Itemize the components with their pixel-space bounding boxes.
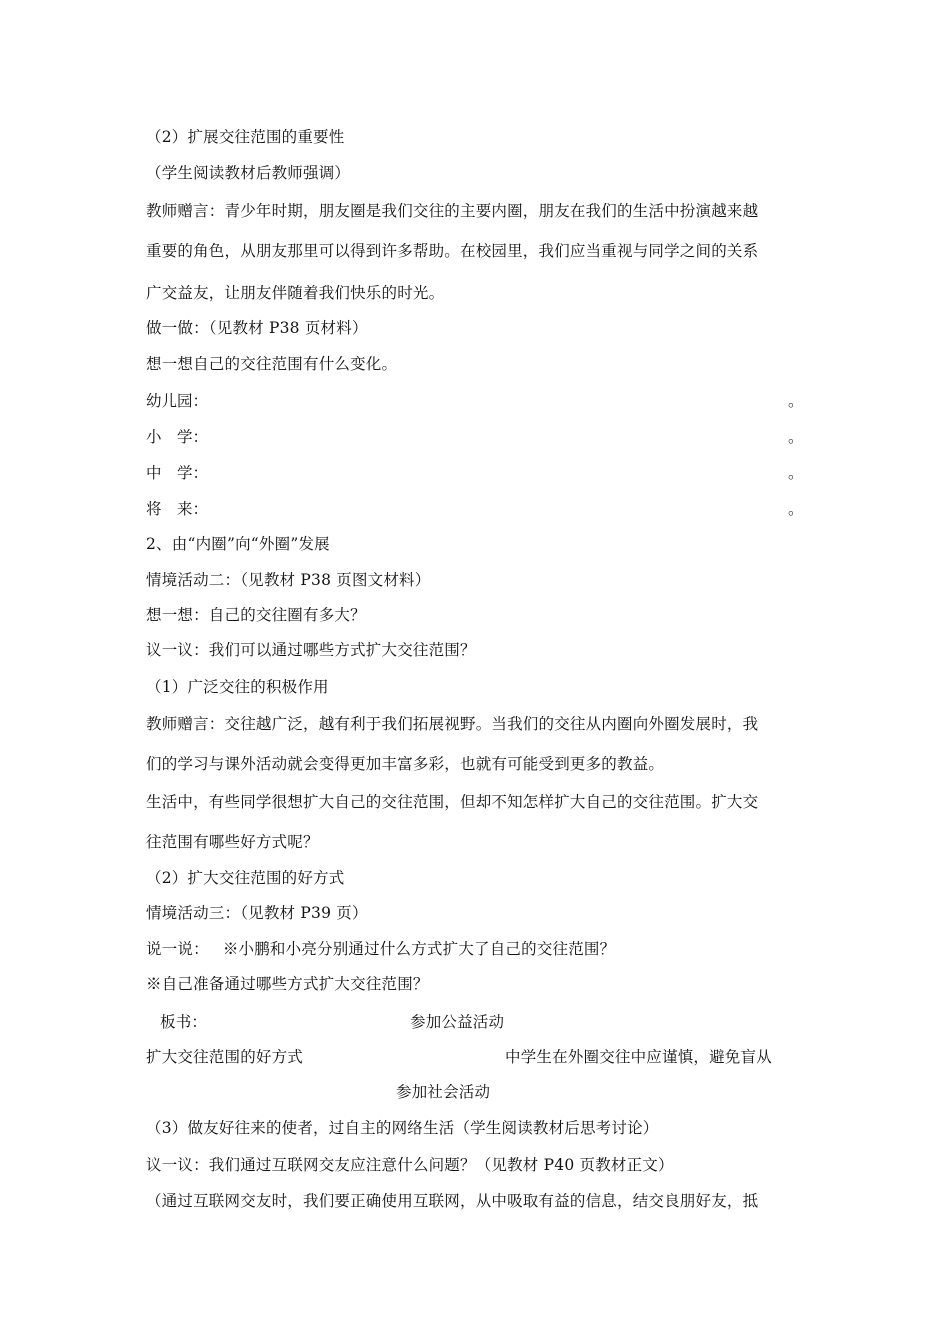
fill-blank-primary <box>146 427 806 447</box>
fill-blank-end: 。 <box>788 428 804 446</box>
paragraph-line: 们的学习与课外活动就会变得更加丰富多彩，也就有可能受到更多的教益。 <box>146 755 665 773</box>
fill-blank-label: 幼儿园： <box>146 392 209 410</box>
board-caution: 中学生在外圈交往中应谨慎，避免盲从 <box>505 1048 772 1066</box>
question-line: 想一想自己的交往范围有什么变化。 <box>146 355 398 373</box>
fill-blank-kindergarten <box>146 391 806 411</box>
question-line: 议一议：我们通过互联网交友应注意什么问题？（见教材 P40 页教材正文） <box>146 1156 674 1174</box>
activity-line: 做一做：（见教材 P38 页材料） <box>146 319 368 337</box>
board-main-topic: 扩大交往范围的好方式 <box>146 1048 304 1066</box>
question-line: 想一想：自己的交往圈有多大？ <box>146 606 366 624</box>
activity-line: 情境活动二：（见教材 P38 页图文材料） <box>146 571 431 589</box>
fill-blank-end: 。 <box>788 500 804 518</box>
activity-line: 情境活动三：（见教材 P39 页） <box>146 904 368 922</box>
paragraph-line: 重要的角色，从朋友那里可以得到许多帮助。在校园里，我们应当重视与同学之间的关系 <box>146 242 759 260</box>
subheading-line: （1）广泛交往的积极作用 <box>146 678 329 696</box>
section-heading-outer-circle: 2、由“内圈”向“外圈”发展 <box>146 535 330 553</box>
question-line: 议一议：我们可以通过哪些方式扩大交往范围？ <box>146 641 476 659</box>
section-heading-importance: （2）扩展交往范围的重要性 <box>146 128 345 146</box>
board-label: 板书： <box>160 1013 208 1031</box>
board-item-social: 参加社会活动 <box>396 1083 491 1101</box>
board-item-public-welfare: 参加公益活动 <box>410 1013 505 1031</box>
say-label: 说一说： <box>146 940 209 958</box>
fill-blank-end: 。 <box>788 464 804 482</box>
say-question-text: ※小鹏和小亮分别通过什么方式扩大了自己的交往范围？ <box>222 940 616 958</box>
paragraph-line: 教师赠言：青少年时期，朋友圈是我们交往的主要内圈，朋友在我们的生活中扮演越来越 <box>146 202 759 220</box>
note-line: （学生阅读教材后教师强调） <box>146 164 351 182</box>
paragraph-line: 生活中，有些同学很想扩大自己的交往范围，但却不知怎样扩大自己的交往范围。扩大交 <box>146 793 759 811</box>
fill-blank-future <box>146 499 806 519</box>
subheading-line: （3）做友好往来的使者，过自主的网络生活（学生阅读教材后思考讨论） <box>146 1119 659 1137</box>
fill-blank-middle <box>146 463 806 483</box>
say-question-2: ※自己准备通过哪些方式扩大交往范围？ <box>146 975 429 993</box>
paragraph-line: 广交益友，让朋友伴随着我们快乐的时光。 <box>146 284 445 302</box>
fill-blank-label: 中 学： <box>146 464 209 482</box>
fill-blank-label: 小 学： <box>146 428 209 446</box>
say-question-1 <box>146 939 615 959</box>
paragraph-line: （通过互联网交友时，我们要正确使用互联网，从中吸取有益的信息，结交良朋好友，抵 <box>146 1192 759 1210</box>
fill-blank-end: 。 <box>788 392 804 410</box>
fill-blank-label: 将 来： <box>146 500 209 518</box>
subheading-line: （2）扩大交往范围的好方式 <box>146 869 345 887</box>
paragraph-line: 教师赠言：交往越广泛，越有利于我们拓展视野。当我们的交往从内圈向外圈发展时，我 <box>146 715 759 733</box>
paragraph-line: 往范围有哪些好方式呢？ <box>146 833 319 851</box>
